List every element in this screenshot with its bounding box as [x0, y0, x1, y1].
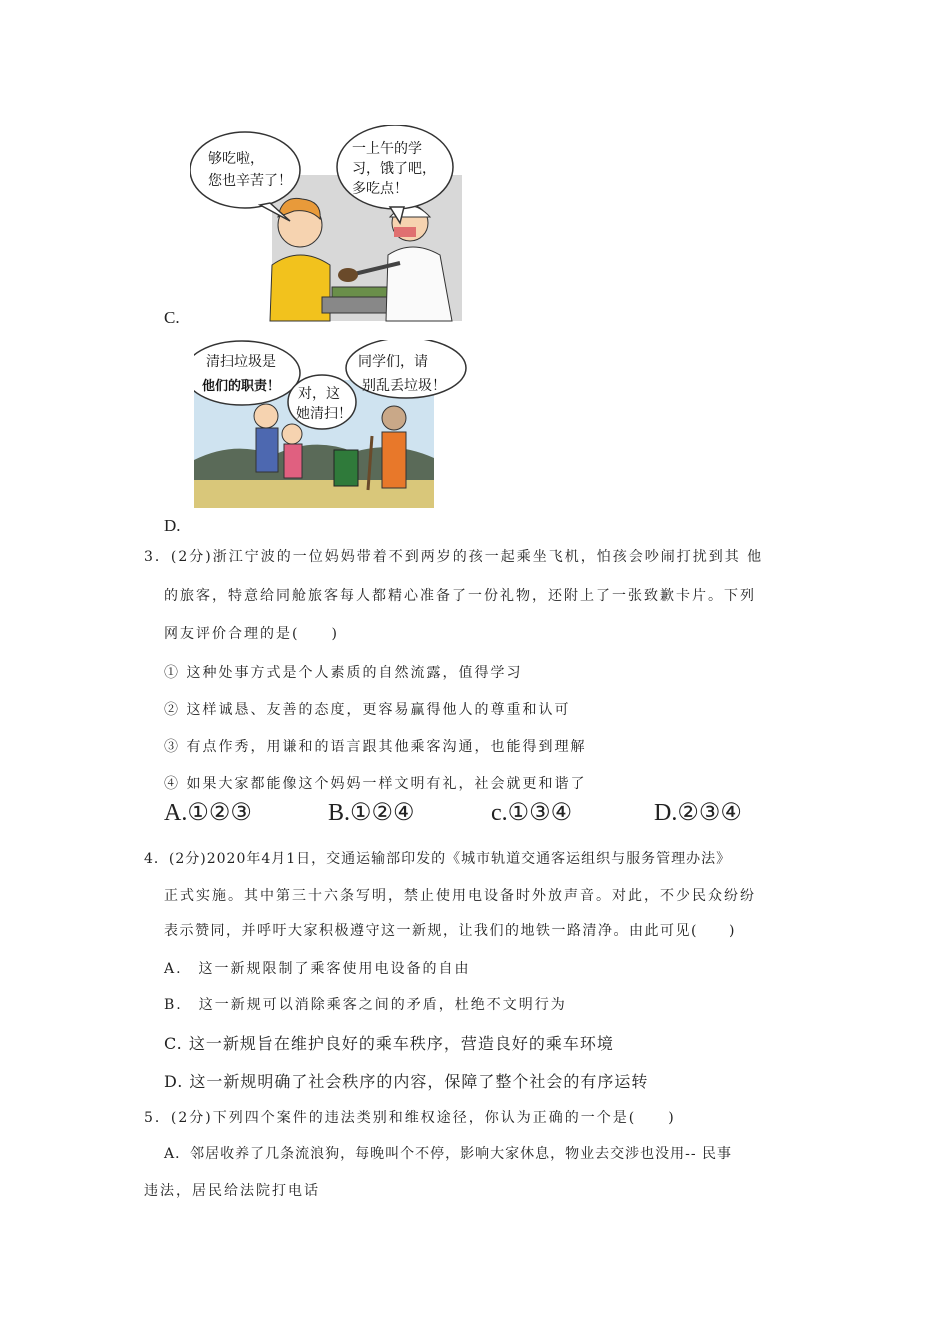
q4-line3: 表示赞同，并呼吁大家积极遵守这一新规，让我们的地铁一路清净。由此可见( ) [164, 923, 736, 939]
q3-item3: ③ 有点作秀，用谦和的语言跟其他乘客沟通，也能得到理解 [164, 739, 587, 755]
illustration-litter [194, 340, 469, 508]
option-c-label: C. [164, 308, 180, 327]
q4-option-a[interactable]: A. 这一新规限制了乘客使用电设备的自由 [164, 961, 471, 977]
q4-option-b[interactable]: B. 这一新规可以消除乘客之间的矛盾，杜绝不文明行为 [164, 997, 567, 1013]
q3-line2: 的旅客，特意给同舱旅客每人都精心准备了一份礼物，还附上了一张致歉卡片。下列 [164, 588, 756, 604]
bubble2-line1: 对，这 [298, 386, 340, 402]
q3-option-d[interactable]: D.②③④ [654, 800, 742, 826]
bubble3-line1: 同学们，请 [358, 354, 428, 370]
q4-option-c[interactable]: C. 这一新规旨在维护良好的乘车秩序，营造良好的乘车环境 [164, 1034, 614, 1053]
bubble-right-line3: 多吃点！ [352, 181, 408, 197]
q3-option-c[interactable]: c.①③④ [491, 800, 573, 826]
q3-line3: 网友评价合理的是( ) [164, 626, 339, 642]
bubble-right-line2: 习，饿了吧， [352, 161, 436, 177]
q4-line1: 4．(2分)2020年4月1日，交通运输部印发的《城市轨道交通客运组织与服务管理办法》 [144, 851, 732, 867]
litter-cartoon [194, 340, 469, 508]
q3-option-b[interactable]: B.①②④ [328, 800, 415, 826]
q3-option-a[interactable]: A.①②③ [164, 800, 252, 826]
illustration-canteen [190, 125, 470, 325]
canteen-cartoon [190, 125, 470, 325]
q5-line1: 5．(2分)下列四个案件的违法类别和维权途径，你认为正确的一个是( ) [144, 1110, 676, 1126]
option-d-label: D. [164, 516, 181, 535]
q3-item1: ① 这种处事方式是个人素质的自然流露，值得学习 [164, 665, 523, 681]
bubble1-line2: 他们的职责！ [202, 379, 281, 394]
q5-option-a-line1[interactable]: A．邻居收养了几条流浪狗，每晚叫个不停，影响大家休息，物业去交涉也没用-- 民事 [164, 1146, 733, 1162]
q3-item4: ④ 如果大家都能像这个妈妈一样文明有礼，社会就更和谐了 [164, 776, 587, 792]
bubble-right-line1: 一上午的学 [352, 141, 422, 157]
q4-option-d[interactable]: D. 这一新规明确了社会秩序的内容，保障了整个社会的有序运转 [164, 1072, 649, 1091]
bubble-left-line2: 您也辛苦了！ [208, 173, 292, 189]
q5-option-a-line2: 违法，居民给法院打电话 [144, 1183, 320, 1199]
bubble1-line1: 清扫垃圾是 [206, 354, 276, 370]
bubble2-line2: 她清扫！ [296, 406, 352, 422]
q3-line1: 3．(2分)浙江宁波的一位妈妈带着不到两岁的孩一起乘坐飞机，怕孩会吵闹打扰到其 他 [144, 549, 764, 565]
q3-item2: ② 这样诚恳、友善的态度，更容易赢得他人的尊重和认可 [164, 702, 571, 718]
bubble-left-line1: 够吃啦， [208, 151, 264, 167]
q4-line2: 正式实施。其中第三十六条写明，禁止使用电设备时外放声音。对此，不少民众纷纷 [164, 888, 756, 904]
bubble3-line2: 别乱丢垃圾！ [362, 378, 446, 394]
